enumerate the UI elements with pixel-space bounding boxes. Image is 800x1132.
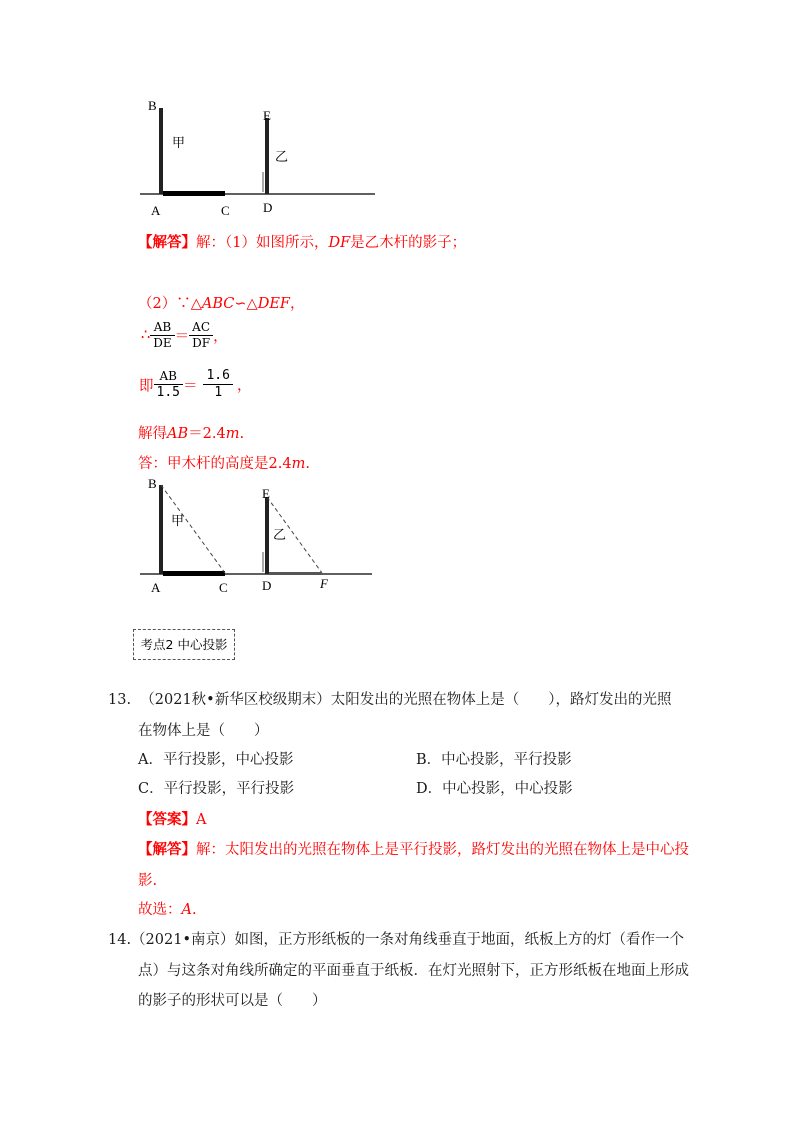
light-ray-bc bbox=[161, 485, 225, 573]
label-e: E bbox=[262, 486, 270, 501]
numerator: AC bbox=[189, 320, 213, 336]
answer-value: A bbox=[196, 812, 207, 828]
fraction-ab-1-5 bbox=[154, 369, 183, 401]
label-jia: 甲 bbox=[172, 136, 186, 151]
q13-text-1: （2021秋•新华区校级期末）太阳发出的光照在物体上是（ ），路灯发出的光照 bbox=[140, 692, 672, 708]
option-a: A．平行投影，中心投影 bbox=[138, 752, 294, 768]
denominator: 1.5 bbox=[156, 384, 180, 400]
q13-answer bbox=[138, 808, 206, 829]
pole-yi bbox=[265, 497, 269, 574]
label-d: D bbox=[262, 578, 272, 593]
fraction-ab-de bbox=[150, 320, 174, 351]
section-label: 考点2 中心投影 bbox=[133, 629, 235, 660]
label-yi: 乙 bbox=[275, 150, 289, 165]
pole-jia bbox=[159, 485, 163, 574]
fraction-1-6-1 bbox=[203, 368, 232, 402]
choice-value: A bbox=[181, 902, 192, 918]
label-e: E bbox=[263, 108, 271, 123]
equals: ＝ bbox=[174, 329, 190, 345]
q13-line1 bbox=[108, 688, 671, 709]
label-d: D bbox=[263, 200, 273, 215]
label-jia: 甲 bbox=[171, 514, 185, 529]
part1-after: 是乙木杆的影子； bbox=[350, 235, 467, 251]
part2-triangle-2: DEF bbox=[257, 296, 290, 312]
solution-tag: 【解答】 bbox=[138, 841, 196, 858]
solution-text-1: 解：太阳发出的光照在物体上是平行投影，路灯发出的光照在物体上是中心投 bbox=[196, 842, 689, 858]
option-c: C．平行投影，平行投影 bbox=[138, 781, 295, 797]
q13-line2: 在物体上是（ ） bbox=[138, 723, 269, 739]
solution12-part1 bbox=[138, 231, 466, 252]
equals: ＝ bbox=[182, 378, 198, 395]
solve-mid: ＝2.4 bbox=[188, 426, 226, 442]
shadow-ac bbox=[163, 191, 225, 196]
choice-end: . bbox=[191, 902, 197, 918]
solve-end: . bbox=[239, 426, 245, 442]
shadow-ac bbox=[163, 571, 225, 576]
label-b: B bbox=[148, 476, 157, 491]
denominator: 1 bbox=[214, 385, 223, 401]
pole-yi bbox=[265, 118, 269, 194]
answer-unit: m bbox=[291, 456, 306, 472]
option-b: B．中心投影，平行投影 bbox=[416, 752, 572, 768]
option-d: D．中心投影，中心投影 bbox=[416, 781, 573, 797]
denominator: DE bbox=[153, 336, 172, 350]
comma: ， bbox=[213, 329, 228, 345]
ratio-equation-2 bbox=[139, 368, 251, 402]
ji-word: 即 bbox=[139, 378, 154, 395]
q14-line3: 的影子的形状可以是（ ） bbox=[138, 993, 327, 1009]
solve-line bbox=[138, 422, 244, 443]
therefore-symbol: ∴ bbox=[141, 327, 151, 344]
label-c: C bbox=[221, 203, 230, 218]
figure-2 bbox=[0, 470, 800, 600]
part2-suffix: ， bbox=[289, 296, 305, 312]
label-a: A bbox=[151, 580, 161, 595]
solve-unit: m bbox=[225, 426, 240, 442]
answer-before: 答：甲木杆的高度是2.4 bbox=[138, 456, 292, 472]
numerator: 1.6 bbox=[203, 368, 232, 385]
label-b: B bbox=[148, 98, 157, 113]
denominator: DF bbox=[192, 336, 211, 350]
solution12-part2 bbox=[138, 292, 304, 313]
shadow-df bbox=[269, 572, 321, 575]
q13-solution-line1 bbox=[138, 838, 689, 859]
fraction-ac-df bbox=[189, 320, 213, 351]
q13-number: 13. bbox=[108, 692, 132, 708]
figure-1 bbox=[0, 0, 800, 230]
label-a: A bbox=[151, 203, 161, 218]
answer-tag: 【答案】 bbox=[138, 811, 196, 828]
part2-sim: ∽△ bbox=[234, 296, 258, 312]
pole-jia bbox=[159, 108, 163, 194]
part2-triangle-1: ABC bbox=[201, 296, 235, 312]
part1-var: DF bbox=[328, 235, 351, 251]
part1-before: 解：（1）如图所示， bbox=[196, 235, 329, 251]
choice-before: 故选： bbox=[138, 902, 182, 918]
q13-solution-line2: 影. bbox=[138, 873, 158, 889]
label-c: C bbox=[219, 580, 228, 595]
label-f: F bbox=[320, 576, 328, 591]
numerator: AB bbox=[150, 320, 174, 336]
q14-line1: 14.（2021•南京）如图，正方形纸板的一条对角线垂直于地面，纸板上方的灯（看作一个 bbox=[108, 932, 685, 948]
label-yi: 乙 bbox=[273, 528, 287, 543]
ratio-equation-1 bbox=[141, 320, 228, 351]
q13-choice bbox=[138, 898, 197, 919]
solve-var: AB bbox=[167, 426, 189, 442]
answer-end: . bbox=[305, 456, 310, 472]
numerator: AB bbox=[154, 369, 183, 385]
solution-tag: 【解答】 bbox=[138, 234, 196, 251]
comma: ， bbox=[236, 378, 252, 395]
part2-prefix: （2）∵△ bbox=[138, 296, 202, 312]
pole-yi-highlight bbox=[262, 172, 264, 192]
solve-before: 解得 bbox=[138, 426, 167, 442]
q14-line2: 点）与这条对角线所确定的平面垂直于纸板．在灯光照射下，正方形纸板在地面上形成 bbox=[138, 963, 689, 979]
pole-yi-highlight bbox=[262, 552, 264, 572]
